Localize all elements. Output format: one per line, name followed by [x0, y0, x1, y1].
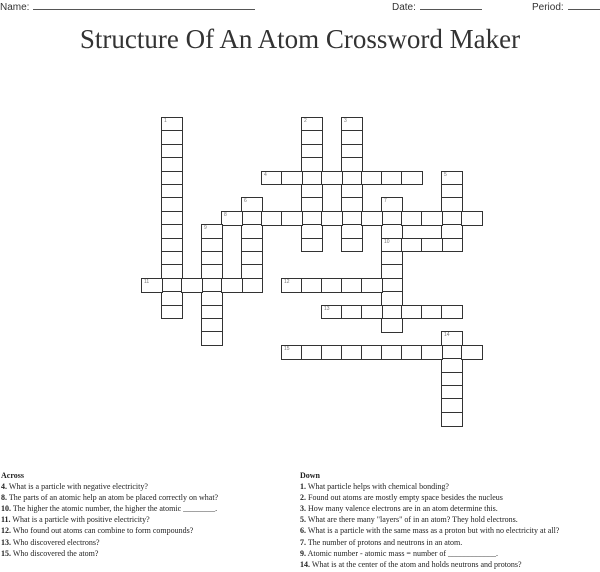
clue-text: What are there many "layers" of in an atom? They hold electrons. — [307, 515, 518, 525]
crossword-cell[interactable] — [321, 345, 343, 360]
crossword-cell[interactable] — [341, 345, 363, 360]
crossword-cell[interactable] — [401, 345, 423, 360]
clue-text: Who found out atoms can combine to form compounds? — [12, 526, 194, 536]
clue-across-10 — [1, 503, 218, 514]
crossword-cell[interactable] — [361, 278, 383, 293]
clue-number-label: 14 — [444, 332, 450, 339]
crossword-cell[interactable] — [141, 278, 163, 293]
clue-number-label: 3 — [344, 118, 347, 124]
crossword-cell[interactable] — [281, 345, 303, 360]
crossword-cell[interactable] — [261, 171, 283, 186]
clue-across-15 — [1, 548, 218, 559]
clue-number-label: 9 — [204, 225, 207, 232]
crossword-cell[interactable] — [181, 278, 203, 293]
clue-down-3 — [300, 503, 559, 514]
crossword-cell[interactable] — [381, 318, 403, 333]
crossword-cell[interactable] — [341, 238, 363, 253]
clue-number-label: 2 — [304, 118, 307, 124]
clue-number: 6. — [300, 526, 306, 536]
crossword-cell[interactable] — [421, 238, 443, 253]
crossword-cell[interactable] — [401, 305, 423, 320]
clue-number: 1. — [300, 482, 306, 492]
crossword-cell[interactable] — [161, 305, 183, 320]
crossword-cell[interactable] — [461, 345, 483, 360]
down-heading: Down — [300, 471, 321, 480]
clue-number: 15. — [1, 548, 11, 558]
clue-down-9 — [300, 548, 559, 559]
clue-number: 5. — [300, 515, 306, 525]
clue-down-5 — [300, 514, 559, 525]
clue-number: 7. — [300, 537, 306, 547]
across-clues — [1, 470, 218, 559]
crossword-cell[interactable] — [301, 238, 323, 253]
clue-number-label: 6 — [244, 198, 247, 205]
crossword-cell[interactable] — [421, 305, 443, 320]
crossword-cell[interactable] — [281, 278, 303, 293]
date-label: Date: — [392, 2, 416, 13]
clue-number: 4. — [1, 482, 7, 492]
across-heading: Across — [1, 471, 24, 480]
crossword-cell[interactable] — [241, 278, 263, 293]
clue-number-label: 15 — [284, 345, 290, 352]
period-label: Period: — [532, 2, 564, 13]
clue-across-13 — [1, 537, 218, 548]
name-label: Name: — [0, 2, 30, 13]
clue-number: 2. — [300, 493, 306, 503]
clue-down-6 — [300, 525, 559, 536]
clue-text: What is a particle with negative electricity? — [8, 482, 148, 492]
clue-number-label: 7 — [384, 198, 387, 205]
clue-text: Who discovered electrons? — [12, 537, 100, 547]
clue-number: 14. — [300, 559, 310, 569]
crossword-cell[interactable] — [361, 345, 383, 360]
crossword-cell[interactable] — [301, 278, 323, 293]
crossword-cell[interactable] — [361, 171, 383, 186]
clue-text: The higher the atomic number, the higher the atomic ________. — [12, 504, 218, 514]
clue-number-label: 11 — [144, 278, 150, 285]
clue-number: 13. — [1, 537, 11, 547]
clue-text: What particle helps with chemical bonding? — [307, 482, 449, 492]
clue-text: Found out atoms are mostly empty space besides the nucleus — [308, 493, 503, 503]
clue-number-label: 5 — [444, 171, 447, 178]
clue-number-label: 1 — [164, 118, 167, 124]
clue-text: Atomic number - atomic mass = number of ____________. — [307, 548, 499, 558]
clue-text: How many valence electrons are in an atom determine this. — [308, 504, 498, 514]
clue-down-2 — [300, 492, 559, 503]
clue-across-8 — [1, 492, 218, 503]
crossword-cell[interactable] — [321, 305, 343, 320]
clue-text: What is a particle with positive electricity? — [12, 515, 150, 525]
clue-number: 11. — [1, 515, 11, 525]
crossword-cell[interactable] — [281, 171, 303, 186]
clue-number-label: 12 — [284, 278, 290, 285]
crossword-cell[interactable] — [361, 211, 383, 226]
crossword-cell[interactable] — [261, 211, 283, 226]
clue-number: 8. — [1, 493, 7, 503]
crossword-cell[interactable] — [221, 211, 243, 226]
crossword-cell[interactable] — [401, 238, 423, 253]
clue-down-7 — [300, 537, 559, 548]
crossword-cell[interactable] — [341, 305, 363, 320]
crossword-cell[interactable] — [401, 171, 423, 186]
clue-across-12 — [1, 525, 218, 536]
crossword-cell[interactable] — [201, 331, 223, 346]
crossword-cell[interactable] — [381, 345, 403, 360]
crossword-cell[interactable] — [321, 211, 343, 226]
crossword-cell[interactable] — [441, 412, 463, 427]
crossword-cell[interactable] — [221, 278, 243, 293]
down-clues — [300, 470, 559, 570]
clue-text: The number of protons and neutrons in an atom. — [307, 537, 463, 547]
clue-number: 10. — [1, 504, 11, 514]
crossword-cell[interactable] — [441, 238, 463, 253]
crossword-cell[interactable] — [401, 211, 423, 226]
crossword-cell[interactable] — [381, 171, 403, 186]
clue-number: 12. — [1, 526, 11, 536]
clue-across-11 — [1, 514, 218, 525]
clue-text: Who discovered the atom? — [12, 548, 99, 558]
crossword-cell[interactable] — [421, 211, 443, 226]
clue-number-label: 4 — [264, 171, 267, 178]
crossword-cell[interactable] — [321, 278, 343, 293]
clue-number: 9. — [300, 548, 306, 558]
clue-number: 3. — [300, 504, 306, 514]
clue-text: What is a particle with the same mass as a proton but with no electricity at all? — [307, 526, 560, 536]
crossword-cell[interactable] — [341, 278, 363, 293]
clue-down-1 — [300, 481, 559, 492]
crossword-cell[interactable] — [301, 345, 323, 360]
clue-number-label: 8 — [224, 211, 227, 218]
crossword-cell[interactable] — [361, 305, 383, 320]
crossword-cell[interactable] — [321, 171, 343, 186]
crossword-cell[interactable] — [281, 211, 303, 226]
clue-down-14 — [300, 559, 559, 570]
clue-text: What is at the center of the atom and holds neutrons and protons? — [311, 559, 522, 569]
crossword-cell[interactable] — [421, 345, 443, 360]
page-title: Structure Of An Atom Crossword Maker — [79, 24, 521, 54]
crossword-cell[interactable] — [461, 211, 483, 226]
clue-text: The parts of an atomic help an atom be placed correctly on what? — [8, 493, 219, 503]
clue-number-label: 13 — [324, 305, 330, 312]
clue-across-4 — [1, 481, 218, 492]
clue-number-label: 10 — [384, 238, 390, 245]
crossword-cell[interactable] — [441, 305, 463, 320]
